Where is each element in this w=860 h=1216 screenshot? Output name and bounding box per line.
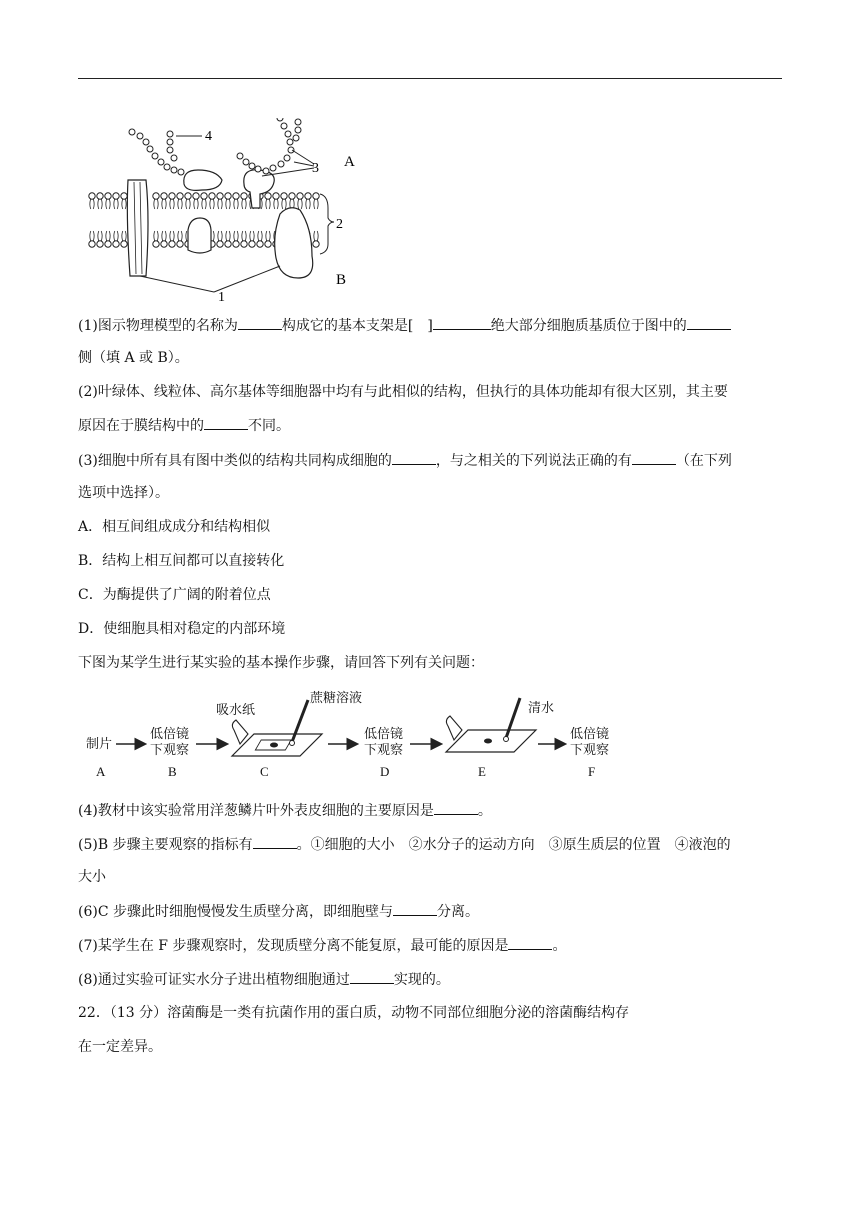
q1-text-c: ] bbox=[427, 318, 433, 334]
phospholipid-top bbox=[193, 193, 199, 209]
phospholipid-bottom bbox=[265, 231, 271, 247]
step-b-text-2: 下观察 bbox=[150, 743, 190, 758]
answer-blank[interactable] bbox=[687, 315, 731, 330]
header-rule bbox=[78, 78, 782, 79]
question-6 bbox=[78, 901, 479, 922]
sugar-chain-right bbox=[237, 118, 301, 174]
phospholipid-top bbox=[297, 193, 303, 209]
phospholipid-top bbox=[217, 193, 223, 209]
answer-blank[interactable] bbox=[238, 315, 282, 330]
embedded-protein bbox=[188, 218, 211, 253]
phospholipid-bottom bbox=[233, 231, 239, 247]
step-f-text-2: 下观察 bbox=[570, 743, 610, 758]
phospholipid-top bbox=[113, 193, 119, 209]
label-3: 3 bbox=[312, 161, 319, 176]
step-a-text: 制片 bbox=[86, 737, 113, 752]
phospholipid-top bbox=[153, 193, 159, 209]
question-7 bbox=[78, 935, 566, 956]
letter-d: D bbox=[380, 764, 390, 779]
letter-f: F bbox=[588, 764, 596, 779]
q1-line-2: 侧（填 A 或 B）。 bbox=[78, 350, 189, 366]
phospholipid-bottom bbox=[153, 231, 159, 247]
option-a: A．相互间组成成分和结构相似 bbox=[78, 519, 271, 535]
option-c: C．为酶提供了广阔的附着位点 bbox=[78, 587, 271, 603]
q6-text-b: 分离。 bbox=[437, 904, 479, 920]
question-4 bbox=[78, 800, 492, 821]
phospholipid-bottom bbox=[225, 231, 231, 247]
q6-text-a: (6)C 步骤此时细胞慢慢发生质壁分离，即细胞壁与 bbox=[78, 904, 393, 920]
phospholipid-bottom bbox=[161, 231, 167, 247]
phospholipid-bottom bbox=[177, 231, 183, 247]
phospholipid-top bbox=[273, 193, 279, 209]
answer-blank[interactable] bbox=[392, 450, 436, 465]
phospholipid-top bbox=[313, 193, 319, 209]
answer-blank[interactable] bbox=[204, 415, 248, 430]
q3-text-c: （在下列 bbox=[675, 453, 732, 469]
label-4: 4 bbox=[205, 129, 212, 144]
membrane-model-figure bbox=[84, 118, 374, 310]
sugar-chain-left bbox=[129, 129, 184, 175]
phospholipid-bottom bbox=[105, 231, 111, 247]
answer-blank[interactable] bbox=[434, 800, 478, 815]
question-8 bbox=[78, 969, 450, 990]
phospholipid-bottom bbox=[257, 231, 263, 247]
label-1: 1 bbox=[218, 290, 225, 305]
q8-text-a: (8)通过实验可证实水分子进出植物细胞通过 bbox=[78, 972, 350, 988]
q2-line-1: (2)叶绿体、线粒体、高尔基体等细胞器中均有与此相似的结构，但执行的具体功能却有很大区别，其主要 bbox=[78, 384, 728, 400]
answer-blank[interactable] bbox=[508, 935, 552, 950]
q7-text-a: (7)某学生在 F 步骤观察时，发现质壁分离不能复原，最可能的原因是 bbox=[78, 938, 509, 954]
answer-blank[interactable] bbox=[393, 901, 437, 916]
step-d-text-1: 低倍镜 bbox=[364, 727, 404, 742]
label-A: A bbox=[344, 154, 355, 170]
answer-blank[interactable] bbox=[350, 969, 394, 984]
phospholipid-top bbox=[281, 193, 287, 209]
q3-line-1 bbox=[78, 450, 732, 471]
phospholipid-top bbox=[169, 193, 175, 209]
q3-text-b: ，与之相关的下列说法正确的有 bbox=[435, 453, 632, 469]
q5-line-2: 大小 bbox=[78, 869, 106, 885]
transmembrane-protein bbox=[275, 208, 313, 278]
phospholipid-bottom bbox=[313, 231, 319, 247]
q7-text-b: 。 bbox=[552, 938, 567, 954]
option-d: D．使细胞具相对稳定的内部环境 bbox=[78, 621, 286, 637]
answer-blank[interactable] bbox=[632, 450, 676, 465]
q2-line-2 bbox=[78, 415, 290, 436]
water-label: 清水 bbox=[528, 701, 555, 716]
letter-e: E bbox=[478, 764, 486, 779]
phospholipid-top bbox=[233, 193, 239, 209]
phospholipid-top bbox=[121, 193, 127, 209]
step-f-text-1: 低倍镜 bbox=[570, 727, 610, 742]
answer-blank[interactable] bbox=[433, 315, 491, 330]
letter-b: B bbox=[168, 764, 177, 779]
question-1 bbox=[78, 315, 731, 336]
phospholipid-top bbox=[185, 193, 191, 209]
experiment-intro: 下图为某学生进行某实验的基本操作步骤，请回答下列有关问题： bbox=[78, 655, 484, 671]
option-b: B．结构上相互间都可以直接转化 bbox=[78, 553, 285, 569]
phospholipid-top bbox=[97, 193, 103, 209]
phospholipid-bottom bbox=[169, 231, 175, 247]
phospholipid-bottom bbox=[89, 231, 95, 247]
phospholipid-top bbox=[241, 193, 247, 209]
q1-text-a: (1)图示物理模型的名称为 bbox=[78, 318, 238, 334]
phospholipid-top bbox=[289, 193, 295, 209]
q22-line-1: 22．（13 分）溶菌酶是一类有抗菌作用的蛋白质，动物不同部位细胞分泌的溶菌酶结构存 bbox=[78, 1005, 630, 1021]
q2-text-b: 不同。 bbox=[248, 418, 290, 434]
phospholipid-top bbox=[177, 193, 183, 209]
q5-text-a: (5)B 步骤主要观察的指标有 bbox=[78, 837, 253, 853]
xsz-label: 吸水纸 bbox=[216, 703, 256, 718]
phospholipid-bottom bbox=[241, 231, 247, 247]
phospholipid-bottom bbox=[97, 231, 103, 247]
phospholipid-top bbox=[105, 193, 111, 209]
phospholipid-top bbox=[265, 193, 271, 209]
q3-line-2: 选项中选择）。 bbox=[78, 485, 169, 501]
phospholipid-top bbox=[89, 193, 95, 209]
q5-text-b: 。①细胞的大小 ②水分子的运动方向 ③原生质层的位置 ④液泡的 bbox=[296, 837, 731, 853]
label-B: B bbox=[336, 272, 347, 288]
q8-text-b: 实现的。 bbox=[393, 972, 450, 988]
letter-c: C bbox=[260, 764, 269, 779]
sucrose-label: 蔗糖溶液 bbox=[310, 691, 363, 706]
experiment-steps-figure bbox=[84, 690, 624, 784]
phospholipid-bottom bbox=[113, 231, 119, 247]
glycoprotein bbox=[184, 170, 222, 190]
q1-text-d: 绝大部分细胞质基质位于图中的 bbox=[490, 318, 687, 334]
q4-text-b: 。 bbox=[477, 803, 492, 819]
q2-text-a: 原因在于膜结构中的 bbox=[78, 418, 204, 434]
letter-a: A bbox=[96, 764, 106, 779]
phospholipid-bottom bbox=[217, 231, 223, 247]
question-5 bbox=[78, 834, 731, 855]
q22-line-2: 在一定差异。 bbox=[78, 1039, 162, 1055]
q1-text-b: 构成它的基本支架是[ bbox=[281, 318, 414, 334]
step-d-text-2: 下观察 bbox=[364, 743, 404, 758]
answer-blank[interactable] bbox=[253, 834, 297, 849]
label-2: 2 bbox=[336, 217, 343, 232]
slide-e bbox=[446, 698, 536, 752]
phospholipid-top bbox=[209, 193, 215, 209]
phospholipid-bottom bbox=[249, 231, 255, 247]
phospholipid-top bbox=[225, 193, 231, 209]
q3-text-a: (3)细胞中所有具有图中类似的结构共同构成细胞的 bbox=[78, 453, 392, 469]
phospholipid-bottom bbox=[121, 231, 127, 247]
channel-protein bbox=[127, 180, 148, 276]
phospholipid-top bbox=[201, 193, 207, 209]
phospholipid-top bbox=[305, 193, 311, 209]
q4-text-a: (4)教材中该实验常用洋葱鳞片叶外表皮细胞的主要原因是 bbox=[78, 803, 434, 819]
phospholipid-top bbox=[161, 193, 167, 209]
step-b-text-1: 低倍镜 bbox=[150, 727, 190, 742]
